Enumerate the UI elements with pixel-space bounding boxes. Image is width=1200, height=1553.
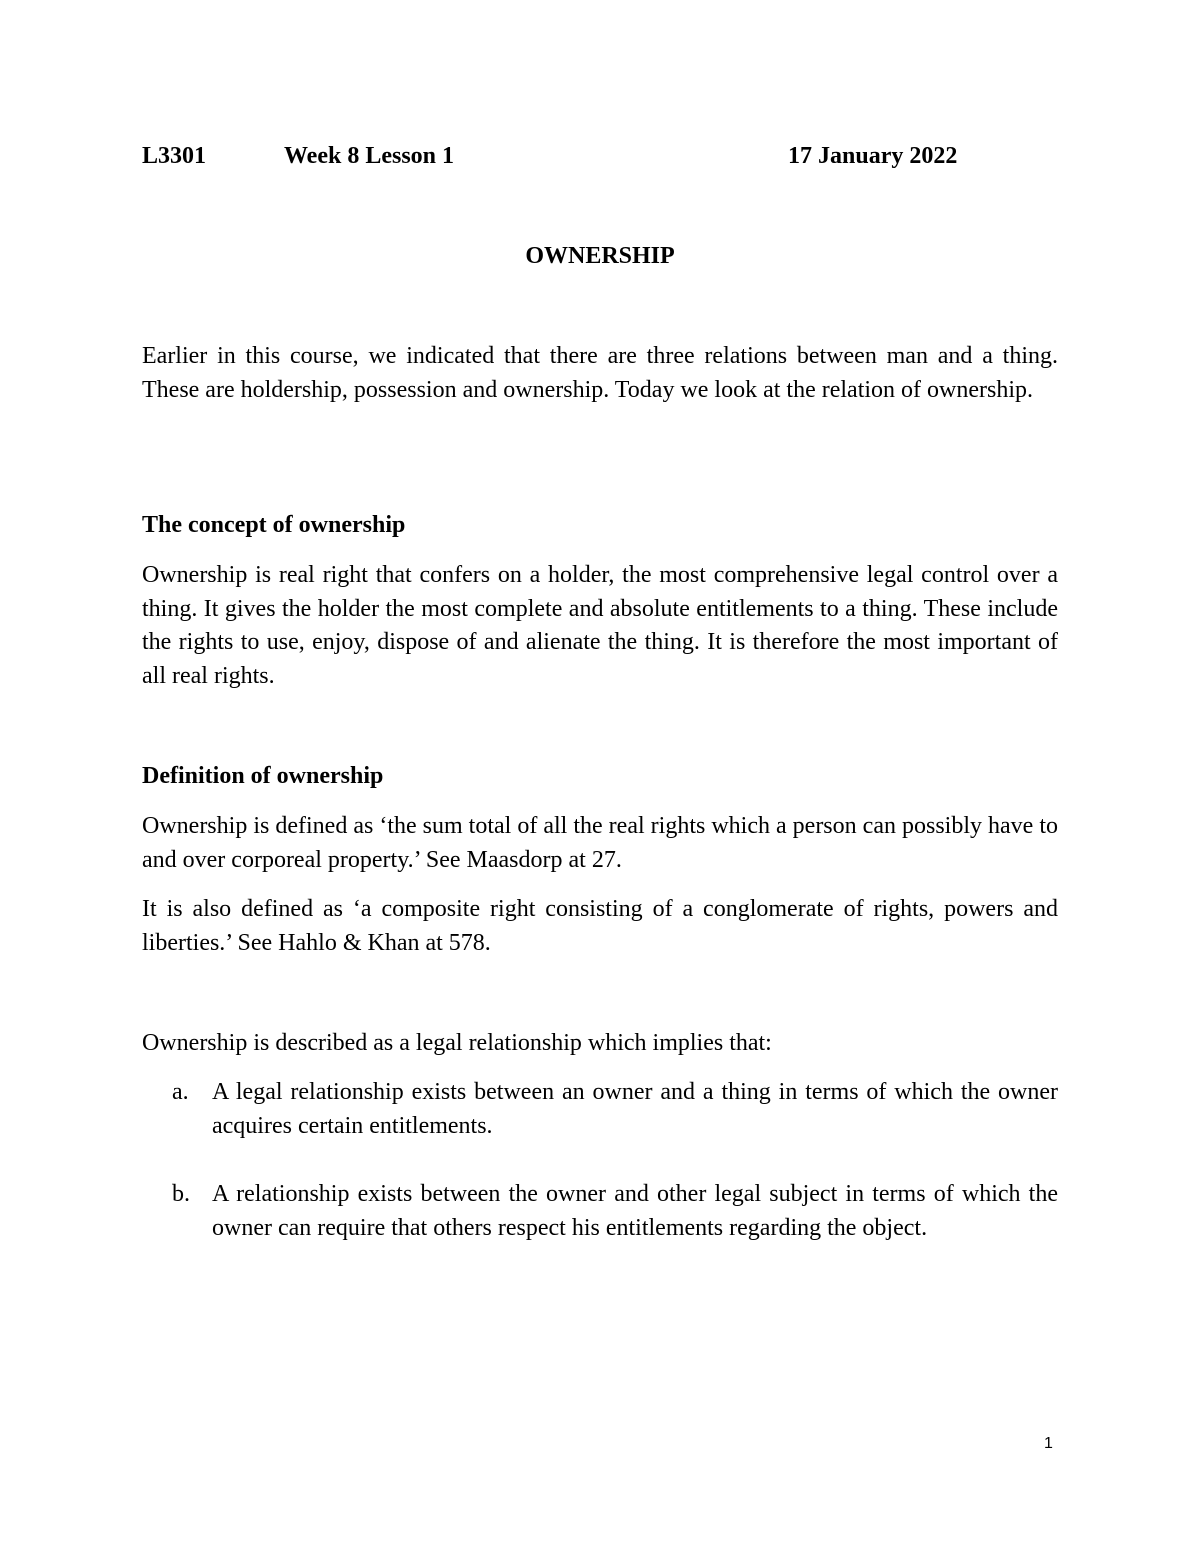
relationship-section — [142, 1027, 1058, 1061]
definition-heading: Definition of ownership — [142, 763, 384, 789]
page-title: OWNERSHIP — [525, 243, 675, 269]
list-marker: a. — [172, 1079, 189, 1105]
page-number: 1 — [1044, 1435, 1053, 1452]
definition-paragraph-2: It is also defined as ‘a composite right consisting of a conglomerate of rights, powers and liberties.’ See Hahlo & Khan at 578. — [142, 896, 1058, 956]
relationship-list-b — [142, 1178, 1058, 1245]
list-item-text: A relationship exists between the owner and other legal subject in terms of which the owner can require that others respect his entitlements regarding the object. — [212, 1181, 1058, 1241]
list-item-text: A legal relationship exists between an owner and a thing in terms of which the owner acquires certain entitlements. — [212, 1079, 1058, 1139]
definition-body-1 — [142, 810, 1058, 877]
intro-section — [142, 340, 1058, 407]
definition-body-2 — [142, 893, 1058, 960]
relationship-intro: Ownership is described as a legal relationship which implies that: — [142, 1030, 772, 1056]
document-header — [142, 143, 1058, 177]
list-item — [142, 1076, 1058, 1143]
course-code: L3301 — [142, 143, 207, 169]
relationship-list — [142, 1076, 1058, 1143]
definition-paragraph-1: Ownership is defined as ‘the sum total of all the real rights which a person can possibly have to and over corporeal property.’ See Maasdorp at 27. — [142, 813, 1058, 873]
concept-paragraph: Ownership is real right that confers on a holder, the most comprehensive legal control over a thing. It gives the holder the most complete and absolute entitlements to a thing. These include the rights to use, enjoy, dispose of and alienate the thing. It is therefore the most important of all real rights. — [142, 562, 1058, 689]
concept-body — [142, 559, 1058, 693]
lesson-date: 17 January 2022 — [788, 143, 958, 169]
list-marker: b. — [172, 1181, 190, 1207]
lesson-label: Week 8 Lesson 1 — [284, 143, 455, 169]
intro-paragraph: Earlier in this course, we indicated that there are three relations between man and a thing. These are holdership, possession and ownership. Today we look at the relation of ownership. — [142, 343, 1058, 403]
concept-section — [142, 509, 1058, 543]
list-item — [142, 1178, 1058, 1245]
definition-section — [142, 760, 1058, 794]
concept-heading: The concept of ownership — [142, 512, 406, 538]
